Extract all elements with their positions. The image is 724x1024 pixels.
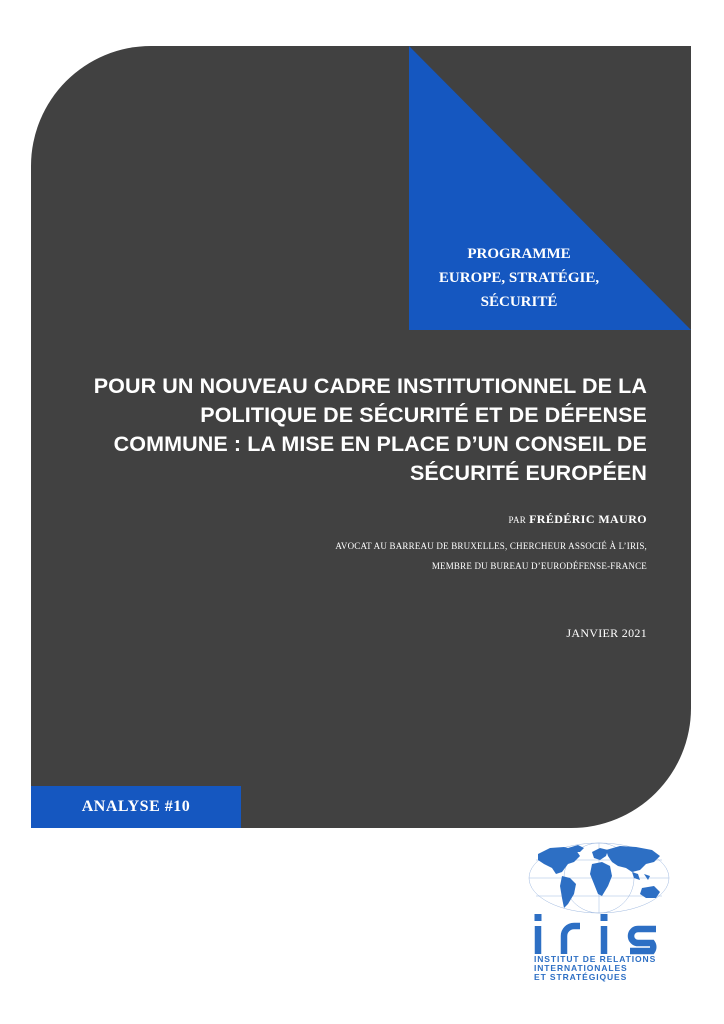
programme-line-1: PROGRAMME (467, 246, 571, 262)
logo-line-3: ET STRATÉGIQUES (534, 972, 628, 982)
iris-wordmark (524, 899, 674, 956)
cover-panel (31, 46, 691, 828)
analysis-badge-label: ANALYSE #10 (81, 798, 191, 815)
programme-line-2: EUROPE, STRATÉGIE, (438, 270, 600, 286)
document-title (47, 372, 647, 488)
title-line-2: POLITIQUE DE SÉCURITÉ ET DE DÉFENSE (200, 403, 647, 427)
publication-date: JANVIER 2021 (566, 626, 647, 640)
author-name: FRÉDÉRIC MAURO (529, 512, 647, 526)
author-affiliation-2: MEMBRE DU BUREAU D’EURODÉFENSE-FRANCE (431, 561, 647, 571)
programme-label (409, 242, 629, 314)
author-affiliation-1: AVOCAT AU BARREAU DE BRUXELLES, CHERCHEUR ASSOCIÉ À L’IRIS, (335, 541, 647, 551)
title-line-1: POUR UN NOUVEAU CADRE INSTITUTIONNEL DE LA (93, 374, 647, 398)
title-line-4: SÉCURITÉ EUROPÉEN (409, 461, 647, 485)
iris-wordmark-text: IRIS (524, 899, 555, 916)
iris-logo (524, 842, 674, 992)
analysis-badge (31, 786, 241, 828)
byline-prefix: PAR (508, 515, 527, 525)
byline (508, 512, 647, 527)
logo-line-2: INTERNATIONALES (534, 963, 628, 973)
title-line-3: COMMUNE : LA MISE EN PLACE D’UN CONSEIL DE (113, 432, 647, 456)
programme-line-3: SÉCURITÉ (480, 294, 558, 310)
iris-logo-text (534, 955, 664, 982)
logo-line-1: INSTITUT DE RELATIONS (534, 954, 657, 964)
